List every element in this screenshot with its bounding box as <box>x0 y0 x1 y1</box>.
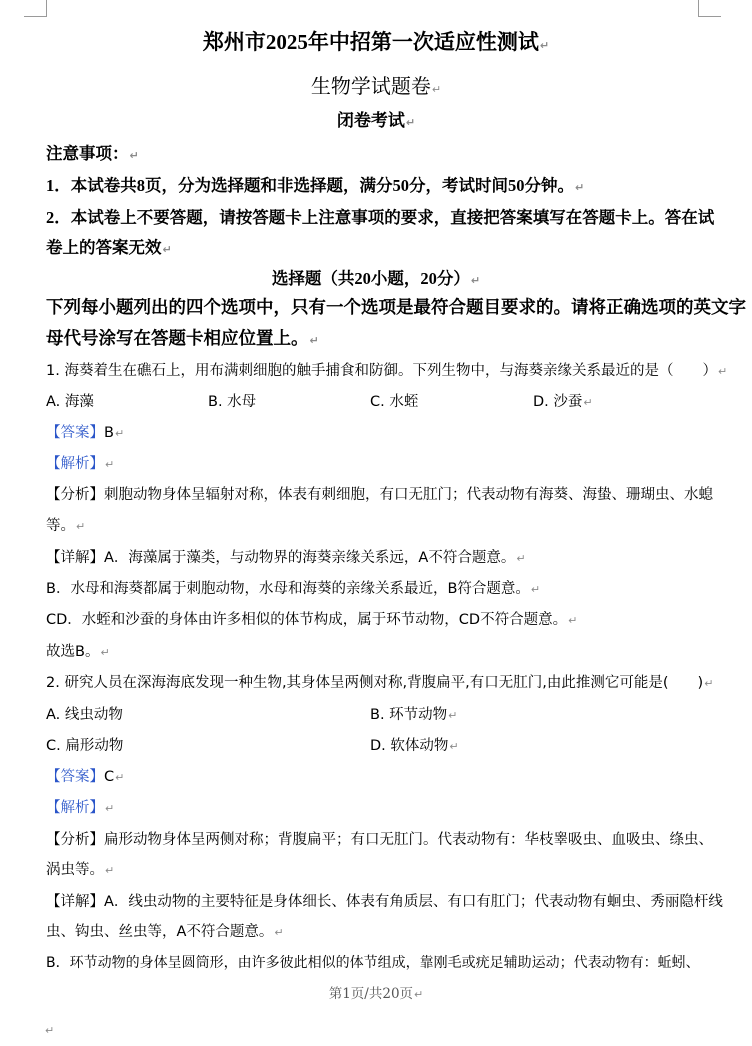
q2-fenxi-line2: 涡虫等。↵ <box>46 862 115 878</box>
q1-option-b: B. 水母 <box>208 394 257 410</box>
q2-option-b: B. 环节动物↵ <box>370 707 458 723</box>
crop-mark-top-left <box>24 0 47 17</box>
q1-option-d: D. 沙蚕↵ <box>533 394 593 410</box>
section-instruction-line1: 下列每小题列出的四个选项中，只有一个选项是最符合题目要求的。请将正确选项的英文字 <box>46 297 746 317</box>
q1-fenxi-line1: 【分析】刺胞动物身体呈辐射对称，体表有刺细胞，有口无肛门；代表动物有海葵、海蛰、珊瑚虫、水螅 <box>46 487 713 503</box>
q2-fenxi-line1: 【分析】扁形动物身体呈两侧对称；背腹扁平；有口无肛门。代表动物有：华枝睾吸虫、血吸虫、绦虫、 <box>46 832 713 848</box>
q2-answer: 【答案】C↵ <box>46 769 125 785</box>
notice-heading: 注意事项：↵ <box>46 144 139 163</box>
q1-xiangjie-b: B．水母和海葵都属于刺胞动物，水母和海葵的亲缘关系最近，B符合题意。↵ <box>46 581 541 597</box>
crop-mark-top-right <box>698 0 721 17</box>
q2-option-d: D. 软体动物↵ <box>370 738 459 754</box>
q1-analysis-heading: 【解析】↵ <box>46 456 115 472</box>
paragraph-mark-icon: ↵ <box>274 926 284 939</box>
paragraph-mark-icon: ↵ <box>45 1024 55 1037</box>
paragraph-mark-icon: ↵ <box>309 334 319 347</box>
q1-conclusion: 故选B。↵ <box>46 644 110 660</box>
paragraph-mark-icon: ↵ <box>583 396 593 409</box>
paragraph-mark-icon: ↵ <box>539 39 550 52</box>
section-instruction-line2: 母代号涂写在答题卡相应位置上。↵ <box>46 328 319 348</box>
q2-xiangjie-b: B．环节动物的身体呈圆筒形，由许多彼此相似的体节组成，靠刚毛或疣足辅助运动；代表动物有：蚯蚓、 <box>46 955 700 971</box>
paragraph-mark-icon: ↵ <box>115 771 125 784</box>
q2-option-c: C. 扁形动物 <box>46 738 124 754</box>
paragraph-mark-icon: ↵ <box>568 614 578 627</box>
paragraph-mark-icon: ↵ <box>405 116 416 129</box>
q2-xiangjie-line2: 虫、钩虫、丝虫等，A不符合题意。↵ <box>46 924 284 940</box>
paragraph-mark-icon: ↵ <box>575 181 585 194</box>
q1-answer: 【答案】B↵ <box>46 425 125 441</box>
exam-type: 闭卷考试↵ <box>336 111 416 130</box>
q2-analysis-heading: 【解析】↵ <box>46 800 115 816</box>
q2-stem: 2. 研究人员在深海海底发现一种生物,其身体呈两侧对称,背腹扁平,有口无肛门,由此推测它可能是( )↵ <box>46 675 714 691</box>
q1-xiangjie-a: 【详解】A．海藻属于藻类，与动物界的海葵亲缘关系远，A不符合题意。↵ <box>46 550 526 566</box>
paragraph-mark-icon: ↵ <box>105 802 115 815</box>
paragraph-mark-icon: ↵ <box>162 243 172 256</box>
paragraph-mark-icon: ↵ <box>76 520 86 533</box>
exam-title: 郑州市2025年中招第一次适应性测试↵ <box>202 30 550 54</box>
q1-fenxi-line2: 等。↵ <box>46 518 86 534</box>
paragraph-mark-icon: ↵ <box>114 427 125 440</box>
q1-option-a: A. 海藻 <box>46 394 94 410</box>
paragraph-mark-icon: ↵ <box>448 709 458 722</box>
notice-item-1: 1．本试卷共8页，分为选择题和非选择题，满分50分，考试时间50分钟。↵ <box>46 176 585 195</box>
section-title: 选择题（共20小题，20分）↵ <box>271 269 481 288</box>
paragraph-mark-icon: ↵ <box>105 458 115 471</box>
q1-stem: 1. 海葵着生在礁石上，用布满刺细胞的触手捕食和防御。下列生物中，与海葵亲缘关系最近的是（ ）↵ <box>46 363 728 379</box>
paragraph-mark-icon: ↵ <box>717 365 728 378</box>
paragraph-mark-icon: ↵ <box>470 274 481 287</box>
subject-title: 生物学试题卷↵ <box>310 76 442 98</box>
notice-item-2-line2: 卷上的答案无效↵ <box>46 238 172 257</box>
paragraph-mark-icon: ↵ <box>414 988 424 1001</box>
paragraph-mark-icon: ↵ <box>516 552 526 565</box>
paragraph-mark-icon: ↵ <box>129 149 139 162</box>
paragraph-mark-icon: ↵ <box>449 740 459 753</box>
q1-xiangjie-cd: CD．水蛭和沙蚕的身体由许多相似的体节构成，属于环节动物，CD不符合题意。↵ <box>46 612 578 628</box>
notice-item-2-line1: 2．本试卷上不要答题，请按答题卡上注意事项的要求，直接把答案填写在答题卡上。答在试 <box>46 208 715 227</box>
page-footer: 第1页/共20页↵ <box>328 986 424 1002</box>
paragraph-mark-icon: ↵ <box>100 646 110 659</box>
q2-option-a: A. 线虫动物 <box>46 707 123 723</box>
paragraph-mark-icon: ↵ <box>704 677 714 690</box>
paragraph-mark-icon: ↵ <box>530 583 541 596</box>
q2-xiangjie-line1: 【详解】A．线虫动物的主要特征是身体细长、体表有角质层、有口有肛门；代表动物有蛔虫、秀丽隐杆线 <box>46 894 723 910</box>
q1-option-c: C. 水蛭 <box>370 394 419 410</box>
paragraph-mark-icon: ↵ <box>431 83 442 96</box>
paragraph-mark-icon: ↵ <box>105 864 115 877</box>
